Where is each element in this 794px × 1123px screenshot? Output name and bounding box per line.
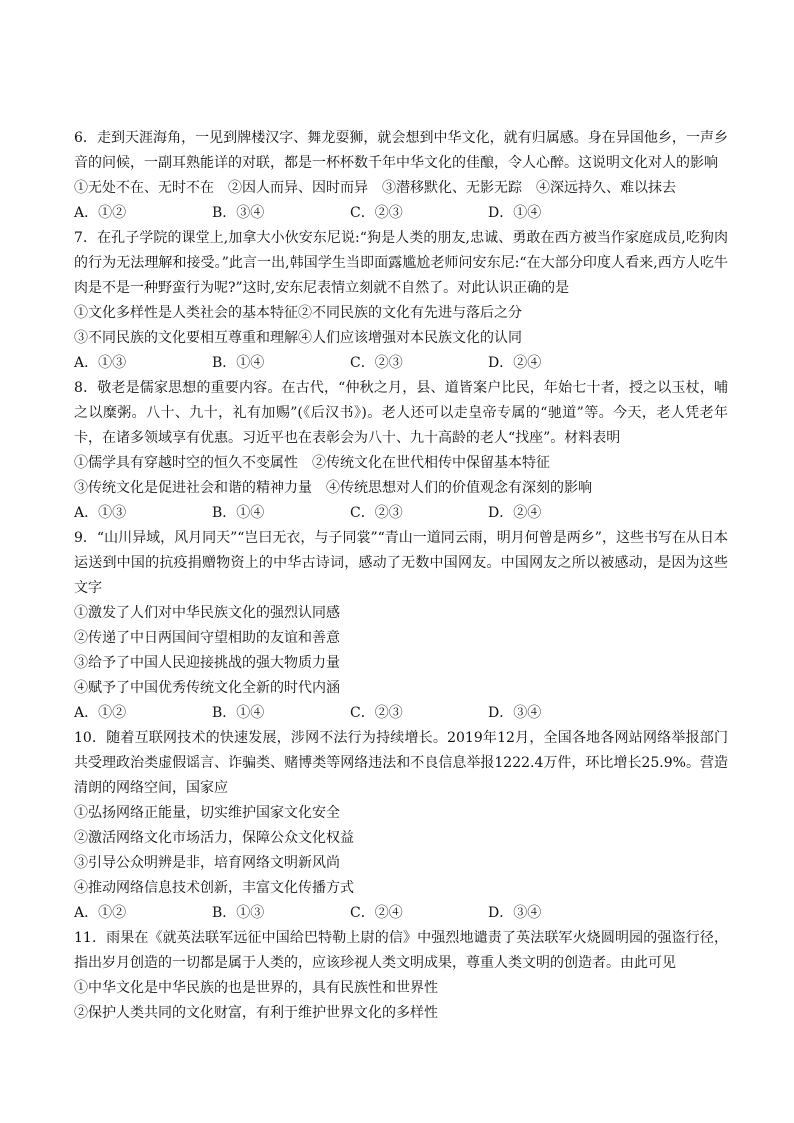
statement: ①文化多样性是人类社会的基本特征②不同民族的文化有先进与落后之分	[74, 305, 522, 321]
question-stem: 9．“山川异域，风月同天”“岂曰无衣，与子同裳”“青山一道同云雨，明月何曾是两乡”，这些书写在从日本运送到中国的抗疫捐赠物资上的中华古诗词，感动了无数中国网友。中国网友之所以被感动，是因为这些文字	[74, 530, 728, 596]
statement: ①儒学具有穿越时空的恒久不变属性 ②传统文化在世代相传中保留基本特征	[74, 455, 550, 471]
answer-choices	[74, 901, 728, 926]
choice-b: B．①④	[212, 505, 265, 521]
choice-c: C．②④	[350, 905, 403, 921]
choice-c: C．②③	[350, 505, 403, 521]
statement: ③给予了中国人民迎接挑战的强大物质力量	[74, 655, 340, 671]
question-9	[74, 526, 728, 726]
statement: ①弘扬网络正能量，切实维护国家文化安全	[74, 805, 340, 821]
question-10	[74, 726, 728, 926]
choice-d: D．②④	[488, 355, 542, 371]
choice-d: D．②④	[488, 505, 542, 521]
choice-a: A．①②	[74, 705, 127, 721]
choice-c: C．②③	[350, 705, 403, 721]
question-7	[74, 226, 728, 376]
statement: ④推动网络信息技术创新，丰富文化传播方式	[74, 880, 354, 896]
choice-b: B．①④	[212, 705, 265, 721]
statement: ②激活网络文化市场活力，保障公众文化权益	[74, 830, 354, 846]
question-6	[74, 126, 728, 226]
statement: ③引导公众明辨是非，培育网络文明新风尚	[74, 855, 340, 871]
answer-choices	[74, 351, 728, 376]
choice-d: D．③④	[488, 705, 542, 721]
question-stem: 7．在孔子学院的课堂上,加拿大小伙安东尼说:“狗是人类的朋友,忠诚、勇敢在西方被当作家庭成员,吃狗肉的行为无法理解和接受。”此言一出,韩国学生当即面露尴尬老师问安东尼:“在大部分印度人看来,西方人吃牛肉是不是一种野蛮行为呢?”这时,安东尼表情立刻就不自然了。对此认识正确的是	[74, 230, 728, 296]
choice-a: A．①③	[74, 355, 127, 371]
answer-choices	[74, 201, 728, 226]
choice-a: A．①③	[74, 505, 127, 521]
answer-choices	[74, 701, 728, 726]
statement: ③不同民族的文化要相互尊重和理解④人们应该增强对本民族文化的认同	[74, 330, 522, 346]
choice-c: C．②③	[350, 205, 403, 221]
choice-a: A．①②	[74, 905, 127, 921]
question-11	[74, 926, 728, 1026]
answer-choices	[74, 501, 728, 526]
choice-b: B．③④	[212, 205, 265, 221]
exam-page	[74, 126, 728, 1026]
choice-a: A．①②	[74, 205, 127, 221]
choice-b: B．①③	[212, 905, 265, 921]
statement: ①中华文化是中华民族的也是世界的，具有民族性和世界性	[74, 980, 438, 996]
question-stem: 6．走到天涯海角，一见到牌楼汉字、舞龙耍狮，就会想到中华文化，就有归属感。身在异国他乡，一声乡音的问候，一副耳熟能详的对联，都是一杯杯数千年中华文化的佳酿，令人心醉。这说明文化对人的影响	[74, 130, 728, 171]
statement: ①无处不在、无时不在 ②因人而异、因时而异 ③潜移默化、无影无踪 ④深远持久、难以抹去	[74, 180, 676, 196]
choice-b: B．①④	[212, 355, 265, 371]
question-8	[74, 376, 728, 526]
statement: ③传统文化是促进社会和谐的精神力量 ④传统思想对人们的价值观念有深刻的影响	[74, 480, 592, 496]
question-stem: 11．雨果在《就英法联军远征中国给巴特勒上尉的信》中强烈地谴责了英法联军火烧圆明园的强盗行径，指出岁月创造的一切都是属于人类的，应该珍视人类文明成果，尊重人类文明的创造者。由此可见	[74, 930, 728, 971]
statement: ④赋予了中国优秀传统文化全新的时代内涵	[74, 680, 340, 696]
choice-c: C．②③	[350, 355, 403, 371]
statement: ①激发了人们对中华民族文化的强烈认同感	[74, 605, 340, 621]
question-stem: 8．敬老是儒家思想的重要内容。在古代，“仲秋之月，县、道皆案户比民，年始七十者，授之以玉杖，哺之以糜粥。八十、九十，礼有加赐”(《后汉书》)。老人还可以走皇帝专属的“驰道”等。今天，老人凭老年卡，在诸多领域享有优惠。习近平也在表彰会为八十、九十高龄的老人“找座”。材料表明	[74, 380, 728, 446]
question-stem: 10．随着互联网技术的快速发展，涉网不法行为持续增长。2019年12月，全国各地各网站网络举报部门共受理政治类虚假谣言、诈骗类、赌博类等网络违法和不良信息举报1222.4万件，环比增长25.9%。营造清朗的网络空间，国家应	[74, 730, 728, 796]
choice-d: D．①④	[488, 205, 542, 221]
choice-d: D．③④	[488, 905, 542, 921]
statement: ②传递了中日两国间守望相助的友谊和善意	[74, 630, 340, 646]
statement: ②保护人类共同的文化财富，有利于维护世界文化的多样性	[74, 1005, 438, 1021]
